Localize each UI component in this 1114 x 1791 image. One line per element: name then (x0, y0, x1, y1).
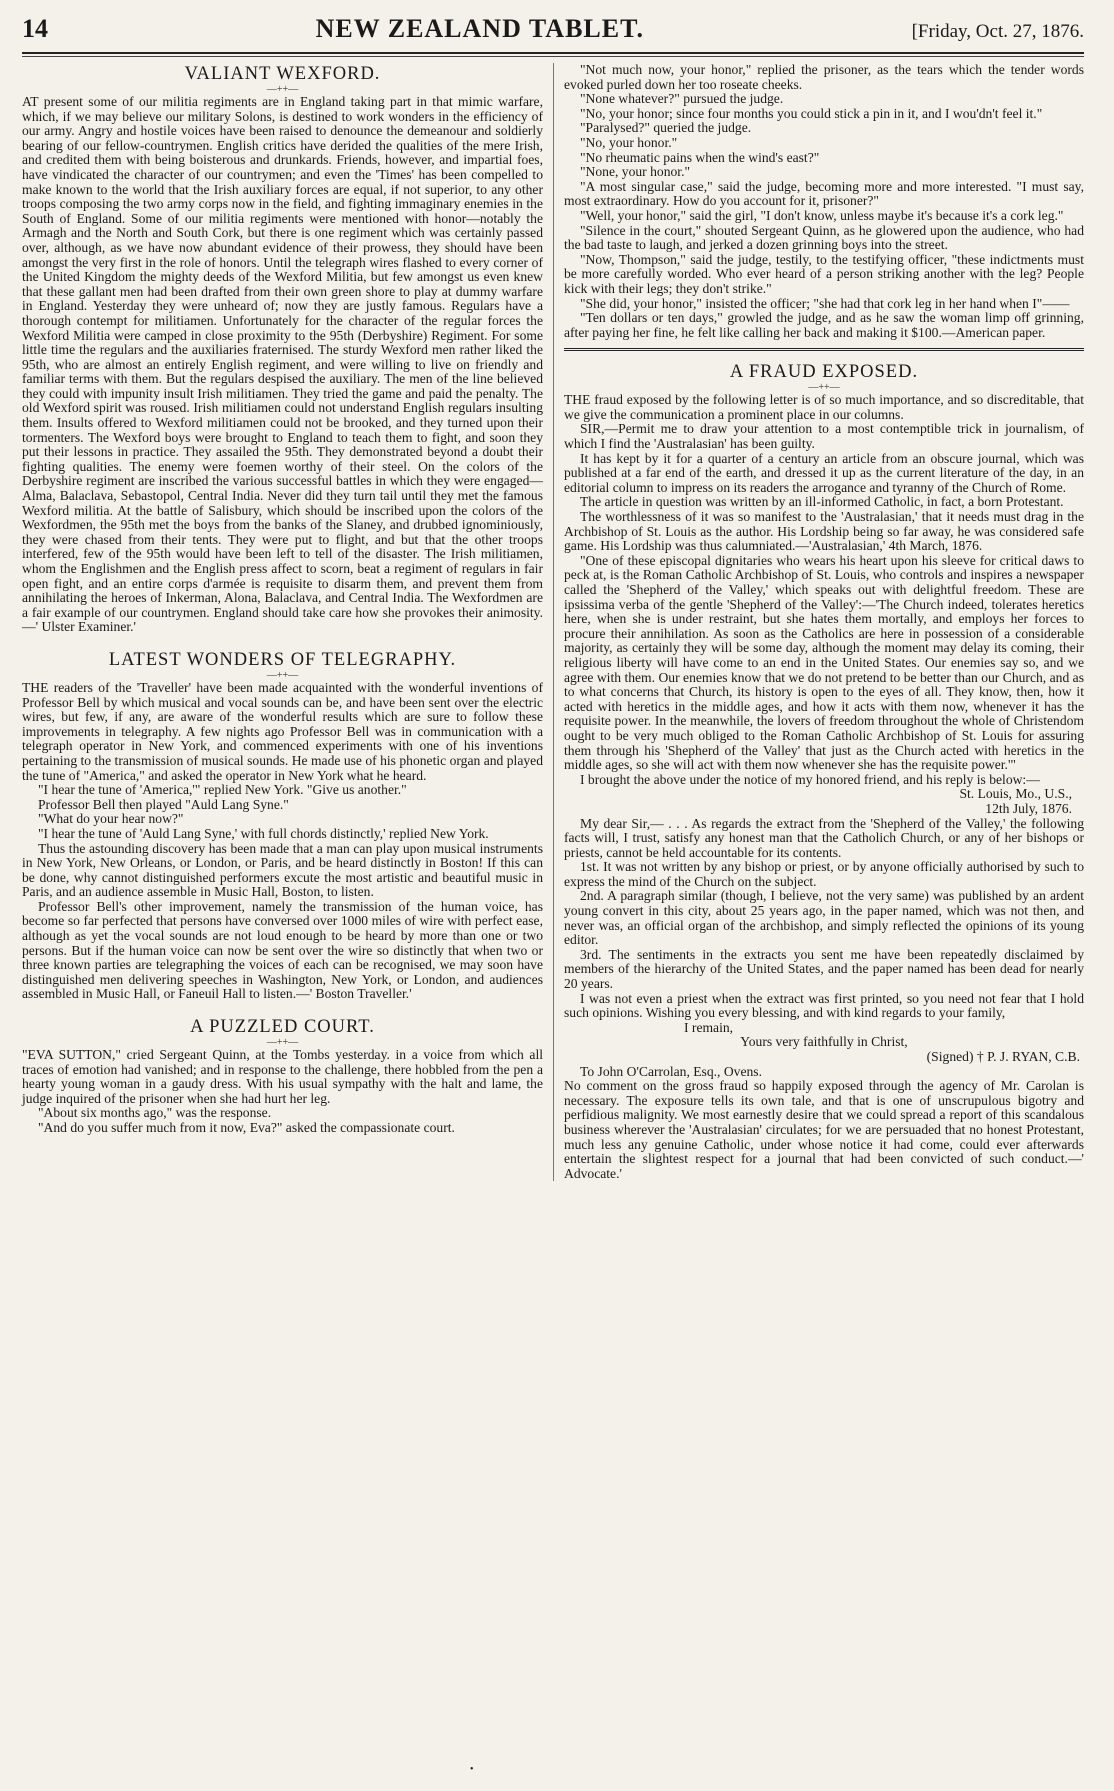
article-headline: VALIANT WEXFORD. (184, 64, 381, 84)
paragraph: "A most singular case," said the judge, becoming more and more interested. "I must say, most extraordinary. How do you account for it, prisoner?" (564, 178, 1084, 209)
letter-addressee: To John O'Carrolan, Esq., Ovens. (580, 1063, 762, 1079)
letter-place: St. Louis, Mo., U.S., (959, 786, 1072, 802)
paragraph: "She did, your honor," insisted the officer; "she had that cork leg in her hand when I"—— (580, 295, 1070, 311)
left-column (22, 63, 553, 1181)
letter-date: 12th July, 1876. (985, 800, 1072, 816)
paragraph: "Ten dollars or ten days," growled the judge, and as he saw the woman limp off grinning, after paying her fine, he felt like calling her back and making it $100.—American paper. (564, 310, 1084, 340)
paragraph: My dear Sir,— . . . As regards the extract from the 'Shepherd of the Valley,' the following facts will, I trust, satisfy any honest man that the Catholich Church, or any of her bishops or priests, cannot be held accountable for its contents. (564, 815, 1084, 860)
article-valiant-wexford (22, 63, 543, 635)
article-telegraphy (22, 649, 543, 1002)
paragraph: No comment on the gross fraud so happily exposed through the agency of Mr. Carolan is necessary. The exposure tells its own tale, and that is one of unscrupulous bigotry and perfidious malignity. We most earnestly desire that we could spread a report of this scandalous business wherever the 'Australasian' circulates; for we are persuaded that no honest Protestant, much less any genuine Catholic, under whose notice it had come, could ever afterwards entertain the slightest respect for a journal that had been convicted of such conduct.—' Advocate.' (564, 1078, 1084, 1181)
paragraph: "I hear the tune of 'America,'" replied New York. "Give us another." (38, 782, 407, 798)
paragraph: AT present some of our militia regiments are in England taking part in that mimic warfare, which, if we may believe our military Solons, is destined to work wonders in the efficiency of our army. Angry and hostile voices have been raised to denounce the demeanour and soldierly bearing of our fellow-countrymen. English critics have derided the qualities of the mere Irish, and credited them with being boisterous and drunkards. Friends, however, and impartial foes, have vindicated the character of our countrymen; and even the 'Times' has been compelled to make known to the world that the Irish auxiliary forces are equal, if not superior, to any other troops composing the two army corps now in the field, and fighting immaginary enemies in the South of England. Some of our militia regiments were mentioned with honor—notably the Armagh and the North and South Cork, but there is one regiment which was certainly passed over, although, as we have now abundant evidence of their prowess, they should have been amongst the very first in the role of honors. Until the telegraph wires flashed to every corner of the United Kingdom the mighty deeds of the Wexford Militia, but few amongst us even knew that these gallant men had been drafted from their own green shore to play at dummy warfare in England. Yesterday they were unheard of; now they are justly famous. Regulars have a thorough contempt for militiamen. Unfortunately for the character of the regular forces the Wexford Militia were camped in close proximity to the 95th (Derbyshire) Regiment. For some little time the regulars and the auxiliaries fraternised. The sturdy Wexford men rather liked the 95th, who are almost an entirely English regiment, and were willing to live on friendly and familiar terms with them. But the regulars despised the auxiliary. The men of the line believed they could with impunity insult Irish militiamen. They tried the game and paid the penalty. The old Wexford spirit was roused. Irish militiamen could not understand English regulars insulting them. Insults offered to Wexford militiamen could not be brooked, and they turned upon their tormenters. The Wexford boys were brought to England to teach them to fight, and soon they put their lessons in practice. They assailed the 95th. They demonstrated beyond a doubt their fighting qualities. The enemy were foemen worthy of their steel. On the colors of the Derbyshire regiment are inscribed the various successful battles in which they were engaged—Alma, Balaclava, Sebastopol, Central India. Never did they turn tail until they met the famous Wexford militia. At the battle of Salisbury, which should be inscribed upon the colors of the Wexfordmen, the 95th met the boys from the banks of the Slaney, and drubbed ignominiously, they were chased from their tents. They were put to flight, and but that the other troops interfered, few of the 95th would have been left to tell of the disaster. The Irish militiamen, whom the Englishmen and the English press affect to scorn, beat a regiment of regulars in fair open fight, and an entire corps d'armée is requisite to disarm them, and prevent them from annihilating the heroes of Inkerman, Alona, Balaclava, and Central India. The Wexfordmen are a fair example of our countrymen. England should take care how she provokes their animosity.—' Ulster Examiner.' (22, 94, 543, 635)
letter-signature: (Signed) † P. J. RYAN, C.B. (926, 1049, 1080, 1064)
paragraph: 3rd. The sentiments in the extracts you sent me have been repeatedly disclaimed by members of the hierarchy of the United States, and the paper named has been dead for nearly 20 years. (564, 946, 1084, 992)
article-body (564, 393, 1084, 787)
paragraph: "Silence in the court," shouted Sergeant Quinn, as he glowered upon the audience, who had the bad taste to laugh, and jerked a dozen grinning boys into the street. (564, 222, 1084, 253)
paragraph: "Not much now, your honor," replied the prisoner, as the tears which the tender words evoked purled down her too roseate cheeks. (564, 62, 1084, 92)
paragraph: "About six months ago," was the response. (38, 1105, 272, 1121)
letter-closing: I remain, (684, 1019, 734, 1035)
letter-closing-2: Yours very faithfully in Christ, (740, 1034, 908, 1050)
paragraph: 2nd. A paragraph similar (though, I believe, not the very same) was published by an ardent young convert in this city, about 25 years ago, in the paper named, which was not then, and never was, an official organ of the archbishop, and simply reflected the opinions of its young editor. (564, 888, 1084, 948)
paragraph: Professor Bell then played "Auld Lang Syne." (38, 796, 289, 812)
paragraph: "I hear the tune of 'Auld Lang Syne,' with full chords distinctly,' replied New York. (38, 825, 489, 841)
paragraph: "None, your honor." (580, 164, 691, 180)
paragraph: "No, your honor; since four months you could stick a pin in it, and I wou'dn't feel it." (580, 105, 1043, 121)
article-body-after (564, 1079, 1084, 1181)
article-body (22, 1048, 543, 1136)
article-body (564, 63, 1084, 340)
paragraph: THE fraud exposed by the following letter is of so much importance, and so discreditable, that we give the communication a prominent place in our columns. (564, 392, 1084, 422)
ornament-rule: —++— (808, 382, 840, 394)
paragraph: "One of these episcopal dignitaries who wears his heart upon his sleeve for critical daws to peck at, is the Roman Catholic Archbishop of St. Louis, who controls and inspires a newspaper called the 'Shepherd of the Valley,' which speaks out with delightful freedom. These are ipsissima verba of the gentle 'Shepherd of the Valley':—'The Church indeed, tolerates heretics here, when she is under restraint, but she hates them mortally, and employs her forces to procure their annihilation. As soon as the Catholics are here in possession of a considerable majority, as certainly they will be some day, although the moment may delay its coming, their religious liberty will have come to an end in the United States. Our enemies say so, and we agree with them. Our enemies know that we do not pretend to be better than our Church, and as to what concerns that Church, its history is open to the eyes of all. They know, then, how it acted with heretics in the middle ages, and how it acts with them now, whenever it has the requisite power. In the meanwhile, the lovers of freedom throughout the whole of Christendom ought to be very much obliged to the Roman Catholic Archbishop of St. Louis for assuring them through his 'Shepherd of the Valley' that just as the Church acted with heretics in the middle ages, so she will act with them now whenever she has the requisite power.'" (564, 552, 1084, 773)
section-divider (564, 348, 1084, 351)
article-puzzled-court-continued (564, 63, 1084, 340)
paragraph: The article in question was written by an ill-informed Catholic, in fact, a born Protestant. (580, 494, 1064, 510)
right-column (553, 63, 1084, 1181)
page-number: 14 (22, 14, 48, 43)
paragraph: I was not even a priest when the extract was first printed, so you need not fear that I hold such opinions. Wishing you every blessing, and with kind regards to your family, (564, 990, 1084, 1021)
paragraph: It has kept by it for a quarter of a century an article from an obscure journal, which was published at a far end of the earth, and dressed it up as the current literature of the day, in an editorial column to impress on its readers the arrogance and tyranny of the Church of Rome. (564, 450, 1084, 495)
paragraph: THE readers of the 'Traveller' have been made acquainted with the wonderful inventions of Professor Bell by which musical and vocal sounds can be, and have been sent over the electric wires, but few, if any, are aware of the wonderful results which are sure to follow these improvements in telegraphy. A few nights ago Professor Bell was in communication with a telegraph operator in New York, and commenced experiments with one of his inventions pertaining to the transmission of musical sounds. He made use of his phonetic organ and played the tune of "America," and asked the operator in New York what he heard. (22, 679, 543, 783)
ornament-rule: —++— (266, 669, 299, 681)
page-columns (22, 63, 1084, 1181)
paragraph: "And do you suffer much from it now, Eva?" asked the compassionate court. (38, 1120, 455, 1135)
footer-mark: • (470, 1764, 474, 1775)
article-body (22, 681, 543, 1002)
paragraph: Thus the astounding discovery has been made that a man can play upon musical instruments in New York, New Orleans, or London, or Paris, and be heard distinctly in Boston! If this can be done, why cannot distinguished performers excute the most artistic and beautiful music in Paris, and an audience assemble in Music Hall, Boston, to listen. (22, 840, 543, 900)
article-puzzled-court (22, 1016, 543, 1136)
article-headline: A FRAUD EXPOSED. (729, 362, 919, 383)
article-body (22, 95, 543, 635)
letter-body (564, 817, 1084, 1021)
article-fraud-exposed (564, 361, 1084, 1181)
paragraph: "No, your honor." (580, 134, 678, 150)
paragraph: 1st. It was not written by any bishop or priest, or by anyone officially authorised by such to express the mind of the Church on the subject. (564, 859, 1084, 889)
paragraph: "Now, Thompson," said the judge, testily, to the testifying officer, "these indictments must be more carefully worded. Who ever heard of a person striking another with the leg? People kick with their legs; they don't strike." (564, 251, 1084, 296)
paper-title: NEW ZEALAND TABLET. (315, 14, 645, 43)
paragraph: "None whatever?" pursued the judge. (580, 91, 784, 107)
paragraph: Professor Bell's other improvement, namely the transmission of the human voice, has become so far perfected that persons have conversed over 1000 miles of wire with perfect ease, although as yet the vocal sounds are not loud enough to be heard by more than one or two persons. But if the human voice can now be sent over the wire so distinctly that when two or three known parties are telegraphing the voices of each can be recognised, we may soon have distinguished men delivering speeches in Washington, New York, or London, and audiences assembled in Music Hall, or Faneuil Hall to listen.—' Boston Traveller.' (22, 898, 543, 1002)
masthead-rule (22, 52, 1084, 54)
masthead (22, 14, 1084, 50)
paragraph: "Paralysed?" queried the judge. (580, 120, 752, 136)
paragraph: I brought the above under the notice of my honored friend, and his reply is below:— (580, 771, 1040, 787)
paragraph: "What do your hear now?" (38, 811, 184, 827)
ornament-rule: —++— (266, 1037, 299, 1049)
masthead-rule-thin (22, 56, 1084, 57)
paragraph: "No rheumatic pains when the wind's east?" (580, 149, 820, 165)
paragraph: "EVA SUTTON," cried Sergeant Quinn, at the Tombs yesterday. in a voice from which all traces of emotion had vanished; and in response to the challenge, there hobbled from the pen a hearty young woman in a gaudy dress. With his usual sympathy with the halt and lame, the judge inquired of the prisoner when she had hurt her leg. (22, 1047, 543, 1106)
paragraph: SIR,—Permit me to draw your attention to a most contemptible trick in journalism, of which I find the 'Australasian' has been guilty. (564, 421, 1084, 452)
article-headline: A PUZZLED COURT. (190, 1017, 375, 1038)
paragraph: The worthlessness of it was so manifest to the 'Australasian,' that it needs must drag in the Archbishop of St. Louis as the author. His Lordship being so far away, he was considered safe game. His Lordship was thus calumniated.—'Australasian,' 4th March, 1876. (564, 509, 1084, 554)
paragraph: "Well, your honor," said the girl, "I don't know, unless maybe it's because it's a cork leg." (580, 207, 1064, 223)
ornament-rule: —++— (266, 84, 299, 95)
publication-date: [Friday, Oct. 27, 1876. (911, 21, 1084, 42)
article-headline: LATEST WONDERS OF TELEGRAPHY. (108, 649, 457, 670)
